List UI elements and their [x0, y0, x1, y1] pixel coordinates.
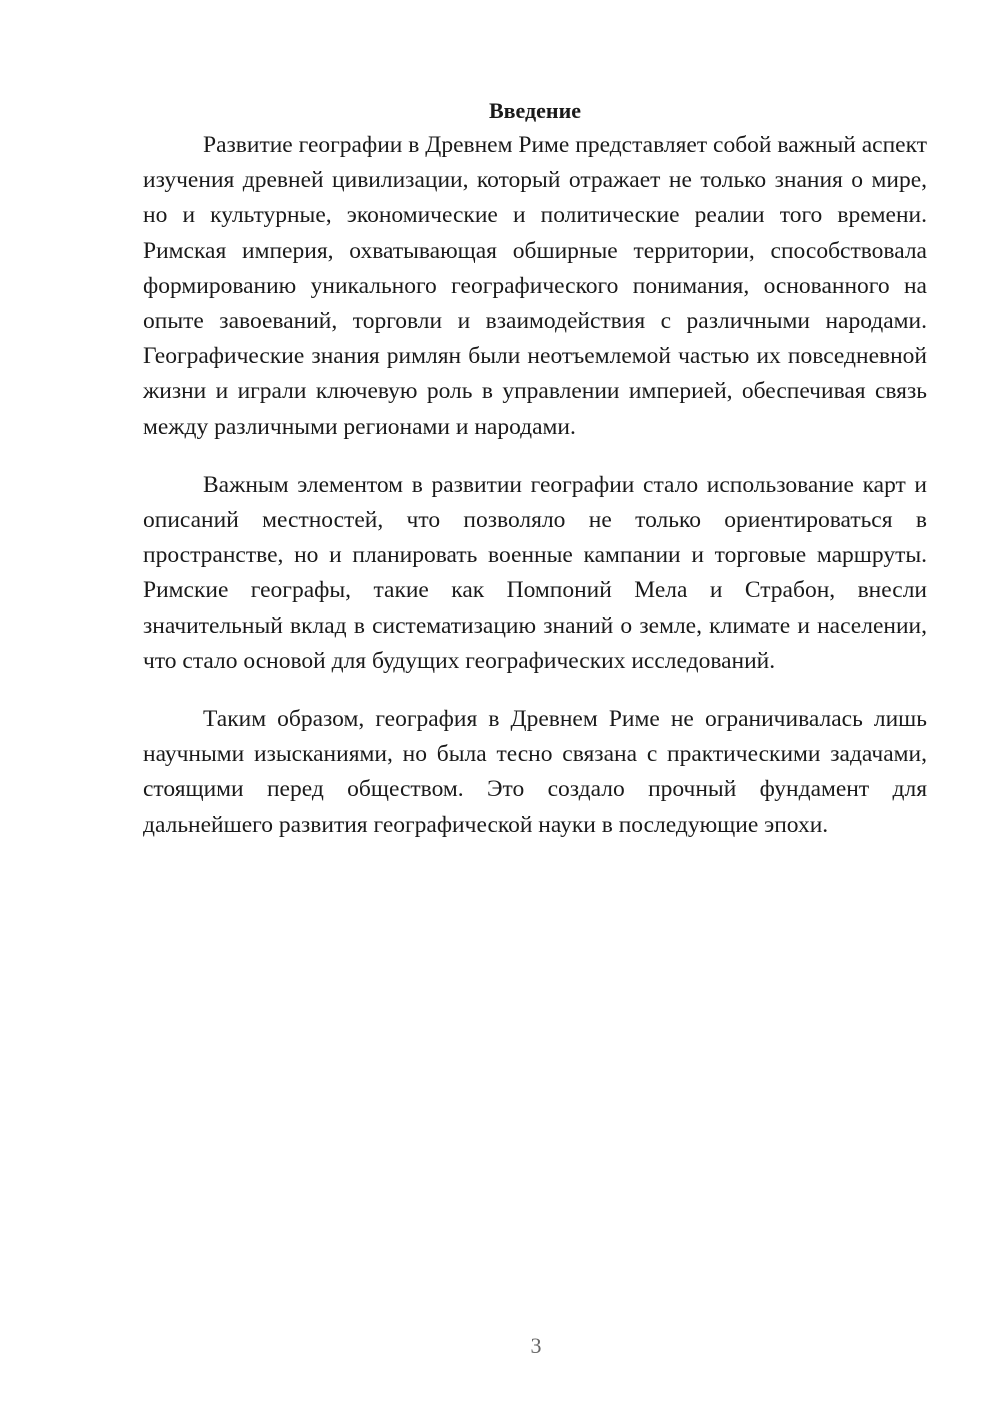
section-title: Введение — [488, 98, 582, 123]
paragraph-2: Важным элементом в развитии географии стало использование карт и описаний местностей, что позволяло не только ориентироваться в пространстве, но и планировать военные кампании и торговые маршруты. Римские географы, такие как Помпоний Мела и Страбон, внесли значительный вклад в систематизацию знаний о земле, климате и населении, что стало основой для будущих географических исследований. — [143, 471, 927, 674]
page-number: 3 — [530, 1333, 542, 1358]
page-content — [143, 93, 927, 843]
paragraph-1: Развитие географии в Древнем Риме представляет собой важный аспект изучения древней цивилизации, который отражает не только знания о мире, но и культурные, экономические и политические реалии того времени. Римская империя, охватывающая обширные территории, способствовала формированию уникального географического понимания, основанного на опыте завоеваний, торговли и взаимодействия с различными народами. Географические знания римлян были неотъемлемой частью их повседневной жизни и играли ключевую роль в управлении империей, обеспечивая связь между различными регионами и народами. — [143, 132, 927, 440]
paragraph-3: Таким образом, география в Древнем Риме не ограничивалась лишь научными изысканиями, но была тесно связана с практическими задачами, стоящими перед обществом. Это создало прочный фундамент для дальнейшего развития географической науки в последующие эпохи. — [143, 706, 927, 838]
